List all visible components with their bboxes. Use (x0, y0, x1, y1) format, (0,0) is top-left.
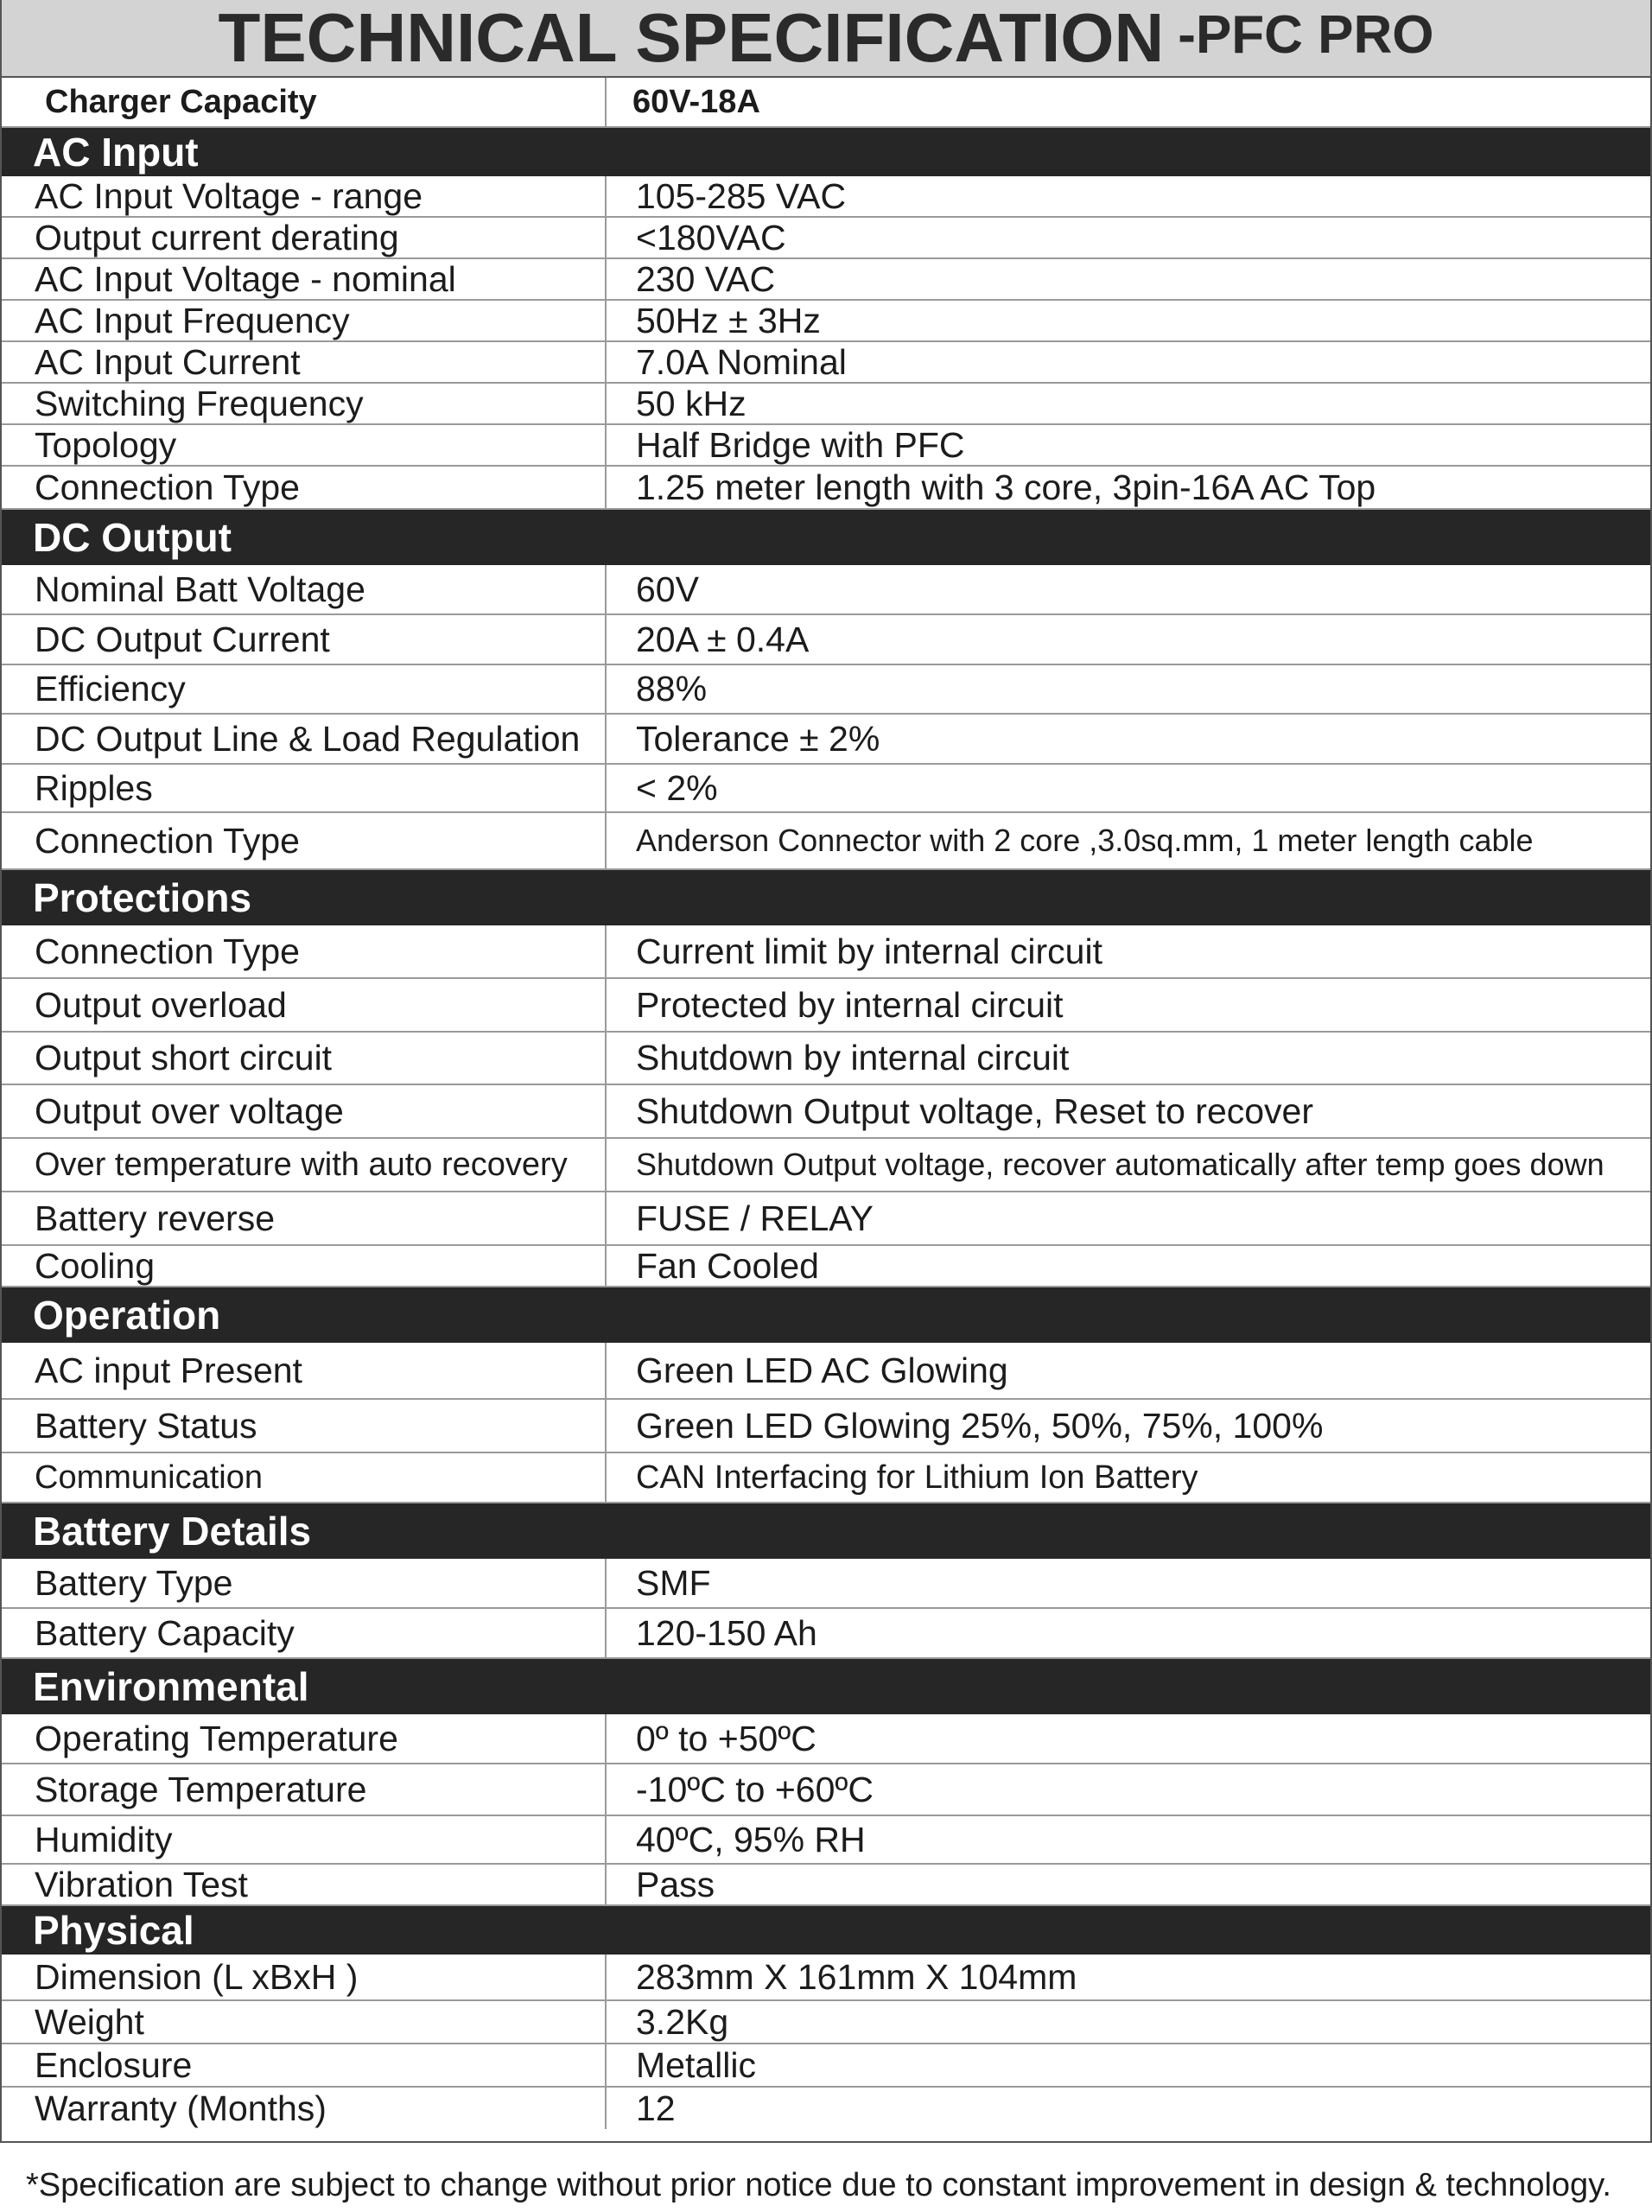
spec-value: Tolerance ± 2% (636, 718, 880, 759)
spec-label: Warranty (Months) (2, 2088, 607, 2129)
spec-row (2, 765, 1650, 813)
spec-value: < 2% (636, 767, 718, 808)
spec-value: Half Bridge with PFC (636, 425, 965, 465)
section-title: Operation (33, 1293, 221, 1338)
spec-value: 60V (636, 569, 699, 609)
page-title: TECHNICAL SPECIFICATION (218, 0, 1165, 76)
capacity-row (2, 78, 1650, 128)
spec-row (2, 925, 1650, 979)
spec-value: SMF (636, 1562, 711, 1603)
spec-label: Weight (2, 2001, 607, 2043)
spec-label: Cooling (2, 1246, 607, 1286)
section-protections (2, 870, 1650, 925)
capacity-label: Charger Capacity (2, 78, 607, 126)
spec-value: Shutdown Output voltage, Reset to recover (636, 1090, 1314, 1131)
spec-row (2, 1139, 1650, 1192)
spec-value: Green LED AC Glowing (636, 1350, 1008, 1390)
spec-value: CAN Interfacing for Lithium Ion Battery (636, 1459, 1198, 1496)
spec-row (2, 1714, 1650, 1764)
spec-label: Battery Status (2, 1400, 607, 1452)
section-title: Battery Details (33, 1509, 312, 1554)
spec-value: <180VAC (636, 218, 786, 257)
section-operation (2, 1287, 1650, 1343)
spec-label: Connection Type (2, 813, 607, 868)
spec-row (2, 565, 1650, 615)
spec-label: Topology (2, 425, 607, 465)
section-title: AC Input (33, 130, 199, 175)
spec-value: 3.2Kg (636, 2001, 729, 2042)
spec-value: 0º to +50ºC (636, 1718, 816, 1758)
spec-label: Battery Capacity (2, 1609, 607, 1657)
spec-label: AC Input Voltage - nominal (2, 259, 607, 299)
spec-label: Output current derating (2, 218, 607, 257)
spec-row (2, 1865, 1650, 1906)
spec-row (2, 2001, 1650, 2044)
spec-row (2, 425, 1650, 467)
spec-value: Shutdown by internal circuit (636, 1038, 1070, 1077)
page-subtitle: -PFC PRO (1178, 5, 1434, 65)
spec-value: Pass (636, 1865, 715, 1904)
spec-value: Fan Cooled (636, 1246, 819, 1286)
section-dc-output (2, 510, 1650, 565)
spec-label: Output short circuit (2, 1033, 607, 1084)
spec-value: 50Hz ± 3Hz (636, 301, 821, 340)
spec-label: DC Output Line & Load Regulation (2, 715, 607, 763)
spec-label: Humidity (2, 1816, 607, 1863)
spec-label: Output overload (2, 979, 607, 1031)
spec-row (2, 467, 1650, 510)
spec-label: Battery Type (2, 1559, 607, 1607)
section-title: DC Output (33, 515, 232, 560)
section-environmental (2, 1659, 1650, 1714)
footnote: *Specification are subject to change without prior notice due to constant improvement in design & technology. (26, 2167, 1611, 2203)
spec-label: AC Input Current (2, 342, 607, 382)
spec-value: 120-150 Ah (636, 1612, 817, 1653)
spec-label: Operating Temperature (2, 1714, 607, 1763)
spec-value: Metallic (636, 2044, 756, 2085)
spec-value: 40ºC, 95% RH (636, 1819, 866, 1859)
spec-row (2, 1033, 1650, 1085)
spec-value: 105-285 VAC (636, 176, 847, 216)
spec-value: -10ºC to +60ºC (636, 1769, 874, 1809)
spec-value: Shutdown Output voltage, recover automatically after temp goes down (636, 1147, 1604, 1182)
spec-row (2, 176, 1650, 218)
spec-value: 1.25 meter length with 3 core, 3pin-16A AC Top (636, 467, 1376, 507)
spec-label: AC Input Frequency (2, 301, 607, 340)
spec-value: 88% (636, 669, 708, 709)
section-physical (2, 1906, 1650, 1955)
spec-label: Ripples (2, 765, 607, 811)
spec-value: 50 kHz (636, 384, 747, 423)
spec-label: Connection Type (2, 467, 607, 508)
spec-label: Storage Temperature (2, 1764, 607, 1815)
section-title: Environmental (33, 1664, 309, 1709)
spec-label: Efficiency (2, 665, 607, 713)
section-battery-details (2, 1503, 1650, 1559)
spec-row (2, 1453, 1650, 1503)
spec-value: 12 (636, 2088, 676, 2128)
spec-value: 20A ± 0.4A (636, 619, 810, 659)
capacity-value: 60V-18A (632, 83, 760, 120)
spec-label: Battery reverse (2, 1192, 607, 1244)
spec-value: Protected by internal circuit (636, 984, 1064, 1025)
spec-value: 7.0A Nominal (636, 342, 847, 382)
spec-row (2, 813, 1650, 870)
spec-row (2, 615, 1650, 665)
spec-row (2, 1400, 1650, 1453)
spec-value: 283mm X 161mm X 104mm (636, 1956, 1077, 1997)
spec-row (2, 1816, 1650, 1865)
spec-row (2, 259, 1650, 301)
spec-label: Nominal Batt Voltage (2, 565, 607, 613)
spec-row (2, 1764, 1650, 1816)
spec-label: AC input Present (2, 1343, 607, 1398)
spec-row (2, 2044, 1650, 2088)
spec-label: AC Input Voltage - range (2, 176, 607, 216)
spec-row (2, 218, 1650, 259)
spec-row (2, 1343, 1650, 1400)
spec-value: 230 VAC (636, 259, 776, 299)
spec-row (2, 301, 1650, 342)
spec-value: Current limit by internal circuit (636, 931, 1102, 971)
section-title: Physical (33, 1908, 194, 1953)
spec-row (2, 665, 1650, 715)
spec-row (2, 979, 1650, 1033)
spec-label: Enclosure (2, 2044, 607, 2086)
spec-row (2, 1246, 1650, 1287)
spec-row (2, 2088, 1650, 2129)
spec-row (2, 384, 1650, 425)
spec-label: Over temperature with auto recovery (2, 1139, 607, 1191)
spec-label: Vibration Test (2, 1865, 607, 1904)
spec-row (2, 1192, 1650, 1246)
spec-row (2, 1559, 1650, 1609)
spec-label: Output over voltage (2, 1085, 607, 1137)
section-ac-input (2, 128, 1650, 176)
spec-label: Switching Frequency (2, 384, 607, 423)
spec-row (2, 1609, 1650, 1659)
spec-label: DC Output Current (2, 615, 607, 664)
spec-row (2, 715, 1650, 765)
spec-row (2, 1955, 1650, 2001)
spec-label: Connection Type (2, 925, 607, 977)
spec-value: Anderson Connector with 2 core ,3.0sq.mm, 1 meter length cable (636, 823, 1534, 858)
spec-row (2, 342, 1650, 384)
spec-label: Dimension (L xBxH ) (2, 1955, 607, 1999)
section-title: Protections (33, 875, 252, 920)
spec-row (2, 1085, 1650, 1139)
spec-label: Communication (2, 1453, 607, 1502)
spec-value: Green LED Glowing 25%, 50%, 75%, 100% (636, 1405, 1324, 1446)
spec-value: FUSE / RELAY (636, 1198, 874, 1238)
title-bar (2, 0, 1650, 78)
